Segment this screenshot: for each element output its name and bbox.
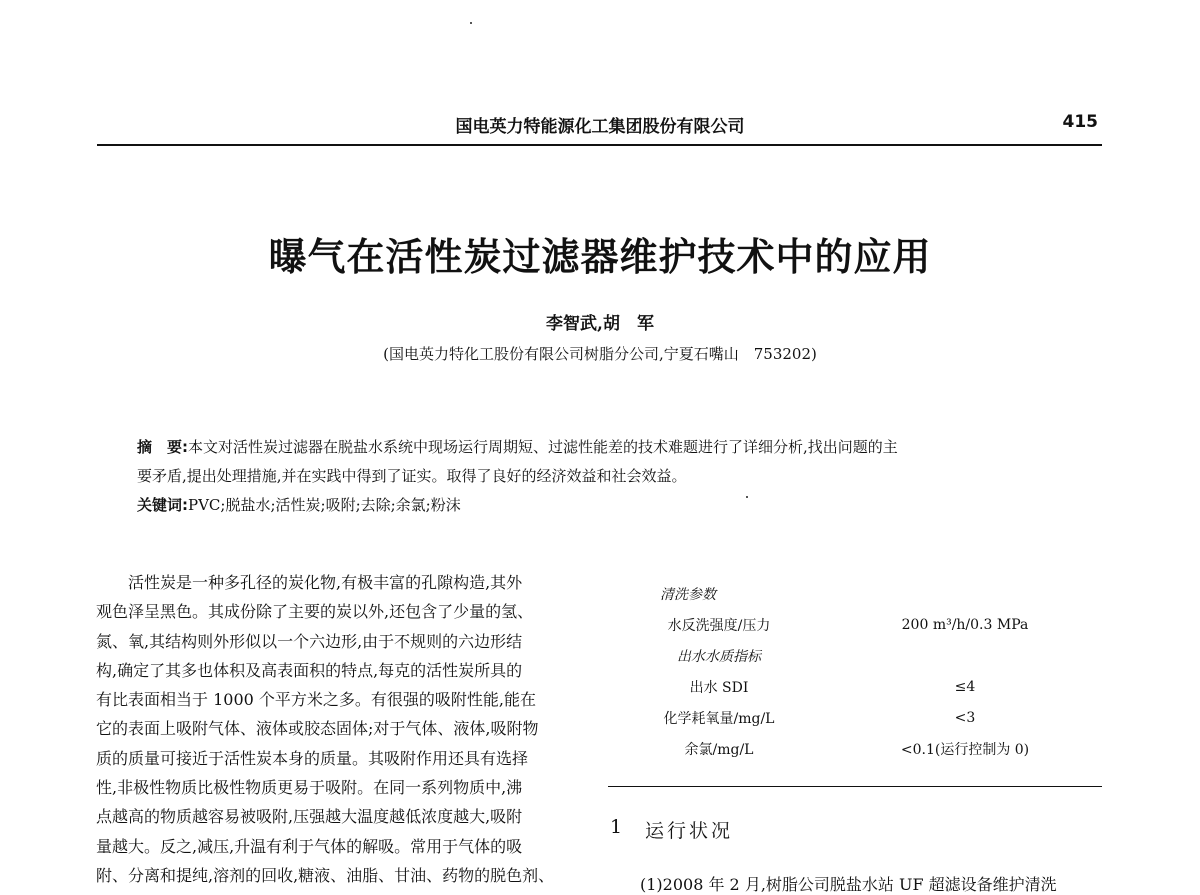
scan-speck	[470, 22, 472, 24]
running-header-company: 国电英力特能源化工集团股份有限公司	[455, 117, 745, 137]
abstract-line-1	[137, 433, 1067, 462]
table-cell-label: 清洗参数	[660, 586, 716, 603]
table-cell-label: 水反洗强度/压力	[667, 617, 771, 634]
body-line: 质的质量可接近于活性炭本身的质量。其吸附作用还具有选择	[96, 748, 529, 768]
body-left-column	[96, 568, 592, 890]
table-cell-value	[830, 578, 1100, 609]
header-rule	[97, 144, 1102, 146]
table-cell-value: <3	[954, 709, 976, 726]
abstract-label: 摘 要:	[137, 438, 188, 456]
table-cell-label: 出水 SDI	[689, 679, 749, 696]
table-cell-value	[830, 640, 1100, 671]
body-line: 活性炭是一种多孔径的炭化物,有极丰富的孔隙构造,其外	[128, 573, 523, 592]
body-line: 性,非极性物质比极性物质更易于吸附。在同一系列物质中,沸	[96, 778, 523, 798]
table-row	[608, 671, 1100, 702]
table-cell-value: ≤4	[954, 678, 976, 695]
abstract-text-1: 本文对活性炭过滤器在脱盐水系统中现场运行周期短、过滤性能差的技术难题进行了详细分析,找出问题的主	[188, 438, 898, 456]
body-line: 有比表面相当于 1000 个平方米之多。有很强的吸附性能,能在	[96, 690, 536, 710]
scan-speck	[746, 496, 748, 498]
paper-title: 曝气在活性炭过滤器维护技术中的应用	[268, 234, 932, 279]
section-first-line: (1)2008 年 2 月,树脂公司脱盐水站 UF 超滤设备维护清洗	[640, 875, 1057, 894]
table-row	[608, 578, 1100, 609]
abstract	[137, 433, 1067, 520]
table-cell-value: 200 m³/h/0.3 MPa	[901, 616, 1029, 633]
parameter-table	[608, 578, 1100, 764]
section-title: 运行状况	[645, 820, 734, 842]
keywords: PVC;脱盐水;活性炭;吸附;去除;余氯;粉沫	[188, 496, 461, 514]
page-number: 415	[1062, 112, 1098, 132]
body-line: 它的表面上吸附气体、液体或胶态固体;对于气体、液体,吸附物	[96, 719, 539, 739]
body-line: 点越高的物质越容易被吸附,压强越大温度越低浓度越大,吸附	[96, 807, 523, 827]
body-line: 观色泽呈黑色。其成份除了主要的炭以外,还包含了少量的氢、	[96, 602, 534, 622]
table-row	[608, 609, 1100, 640]
body-line: 氮、氧,其结构则外形似以一个六边形,由于不规则的六边形结	[96, 631, 523, 651]
table-cell-value: <0.1(运行控制为 0)	[900, 741, 1030, 758]
body-line: 构,确定了其多也体积及高表面积的特点,每克的活性炭所具的	[96, 660, 523, 680]
paper-authors: 李智武,胡 军	[546, 314, 654, 334]
table-cell-label: 化学耗氧量/mg/L	[663, 710, 775, 727]
section-number: 1	[610, 816, 623, 838]
table-row	[608, 733, 1100, 764]
abstract-line-2: 要矛盾,提出处理措施,并在实践中得到了证实。取得了良好的经济效益和社会效益。	[137, 467, 687, 485]
table-cell-label: 余氯/mg/L	[684, 741, 754, 758]
keywords-label: 关键词:	[137, 496, 188, 514]
body-line: 量越大。反之,减压,升温有利于气体的解吸。常用于气体的吸	[96, 836, 523, 856]
paper-affiliation: (国电英力特化工股份有限公司树脂分公司,宁夏石嘴山 753202)	[383, 345, 817, 363]
table-row	[608, 640, 1100, 671]
table-row	[608, 702, 1100, 733]
table-cell-label: 出水水质指标	[677, 648, 761, 665]
table-bottom-rule	[608, 786, 1102, 787]
body-line: 附、分离和提纯,溶剂的回收,糖液、油脂、甘油、药物的脱色剂、	[96, 865, 555, 885]
keywords-line	[137, 491, 1067, 520]
